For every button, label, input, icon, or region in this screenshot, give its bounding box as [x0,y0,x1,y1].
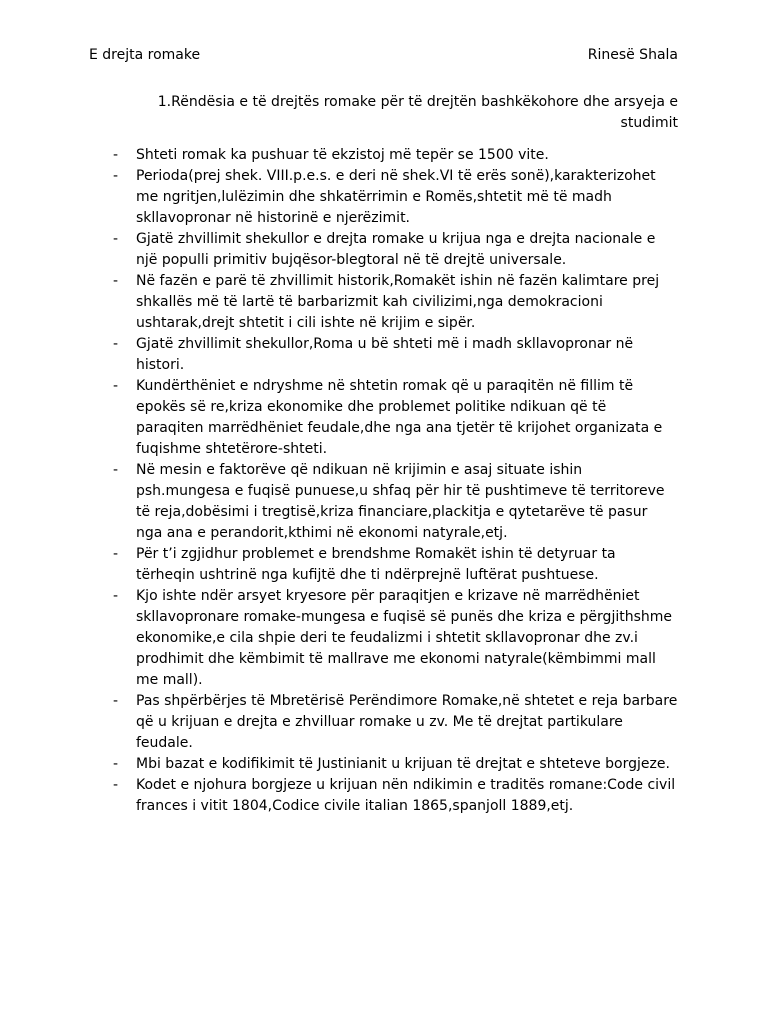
list-item [89,166,678,229]
list-item [89,754,678,775]
list-item [89,775,678,817]
list-item-text: Për t’i zgjidhur problemet e brendshme Romakët ishin të detyruar ta tërheqin ushtrinë nga kufijtë dhe ti ndërprejnë luftërat pushtuese. [136,546,616,583]
list-item-text: Në fazën e parë të zhvillimit historik,Romakët ishin në fazën kalimtare prej shkallës më të lartë të barbarizmit kah civilizimi,nga demokracioni ushtarak,drejt shtetit i cili ishte në krijim e sipër. [136,273,660,331]
bullet-dash: - [113,231,119,247]
bullet-dash: - [113,378,119,394]
bullet-dash: - [113,756,119,772]
list-item-text: Kodet e njohura borgjeze u krijuan nën ndikimin e traditës romane:Code civil frances i vitit 1804,Codice civile italian 1865,spanjoll 1889,etj. [136,777,676,814]
list-item-text: Kjo ishte ndër arsyet kryesore për paraqitjen e krizave në marrëdhëniet skllavopronare romake-mungesa e fuqisë së punës dhe kriza e përgjithshme ekonomike,e cila shpie deri te feudalizmi i shtetit skllavopronar dhe zv.i prodhimit dhe këmbimit të mallrave me ekonomi natyrale(këmbimmi mall me mall). [136,588,673,688]
list-item [89,334,678,376]
list-item-text: Perioda(prej shek. VIII.p.e.s. e deri në shek.VI të erës sonë),karakterizohet me ngritjen,lulëzimin dhe shkatërrimin e Romës,shtetit më të madh skllavopronar në historinë e njerëzimit. [136,168,656,226]
bullet-list [89,145,678,817]
list-item-text: Kundërthëniet e ndryshme në shtetin romak që u paraqitën në fillim të epokës së re,kriza ekonomike dhe problemet politike ndikuan që të paraqiten marrëdhëniet feudale,dhe nga ana tjetër të krijohet organizata e fuqishme shtetërore-shteti. [136,378,663,457]
bullet-dash: - [113,777,119,793]
list-item [89,271,678,334]
list-item [89,460,678,544]
list-item [89,544,678,586]
list-item [89,691,678,754]
list-item-text: Pas shpërbërjes të Mbretërisë Perëndimore Romake,në shtetet e reja barbare që u krijuan e drejta e zhvilluar romake u zv. Me të drejtat partikulare feudale. [136,693,678,751]
bullet-dash: - [113,336,119,352]
bullet-dash: - [113,168,119,184]
list-item [89,376,678,460]
bullet-dash: - [113,147,119,163]
header-author-name: Rinesë Shala [587,47,678,63]
section-heading: 1.Rëndësia e të drejtës romake për të drejtën bashkëkohore dhe arsyeja e studimit [157,94,678,131]
bullet-dash: - [113,273,119,289]
list-item [89,229,678,271]
list-item-text: Gjatë zhvillimit shekullor,Roma u bë shteti më i madh skllavopronar në histori. [136,336,634,373]
bullet-dash: - [113,693,119,709]
list-item-text: Shteti romak ka pushuar të ekzistoj më tepër se 1500 vite. [136,147,549,163]
header-course-title: E drejta romake [89,47,201,63]
list-item-text: Gjatë zhvillimit shekullor e drejta romake u krijua nga e drejta nacionale e një populli primitiv bujqësor-blegtoral në të drejtë universale. [136,231,656,268]
bullet-dash: - [113,588,119,604]
bullet-dash: - [113,546,119,562]
bullet-dash: - [113,462,119,478]
list-item [89,145,678,166]
list-item-text: Në mesin e faktorëve që ndikuan në krijimin e asaj situate ishin psh.mungesa e fuqisë punuese,u shfaq për hir të pushtimeve të territoreve të reja,dobësimi i tregtisë,kriza financiare,plackitja e qytetarëve të pasur nga ana e perandorit,kthimi në ekonomi natyrale,etj. [136,462,665,541]
list-item-text: Mbi bazat e kodifikimit të Justinianit u krijuan të drejtat e shteteve borgjeze. [136,756,670,772]
list-item [89,586,678,691]
